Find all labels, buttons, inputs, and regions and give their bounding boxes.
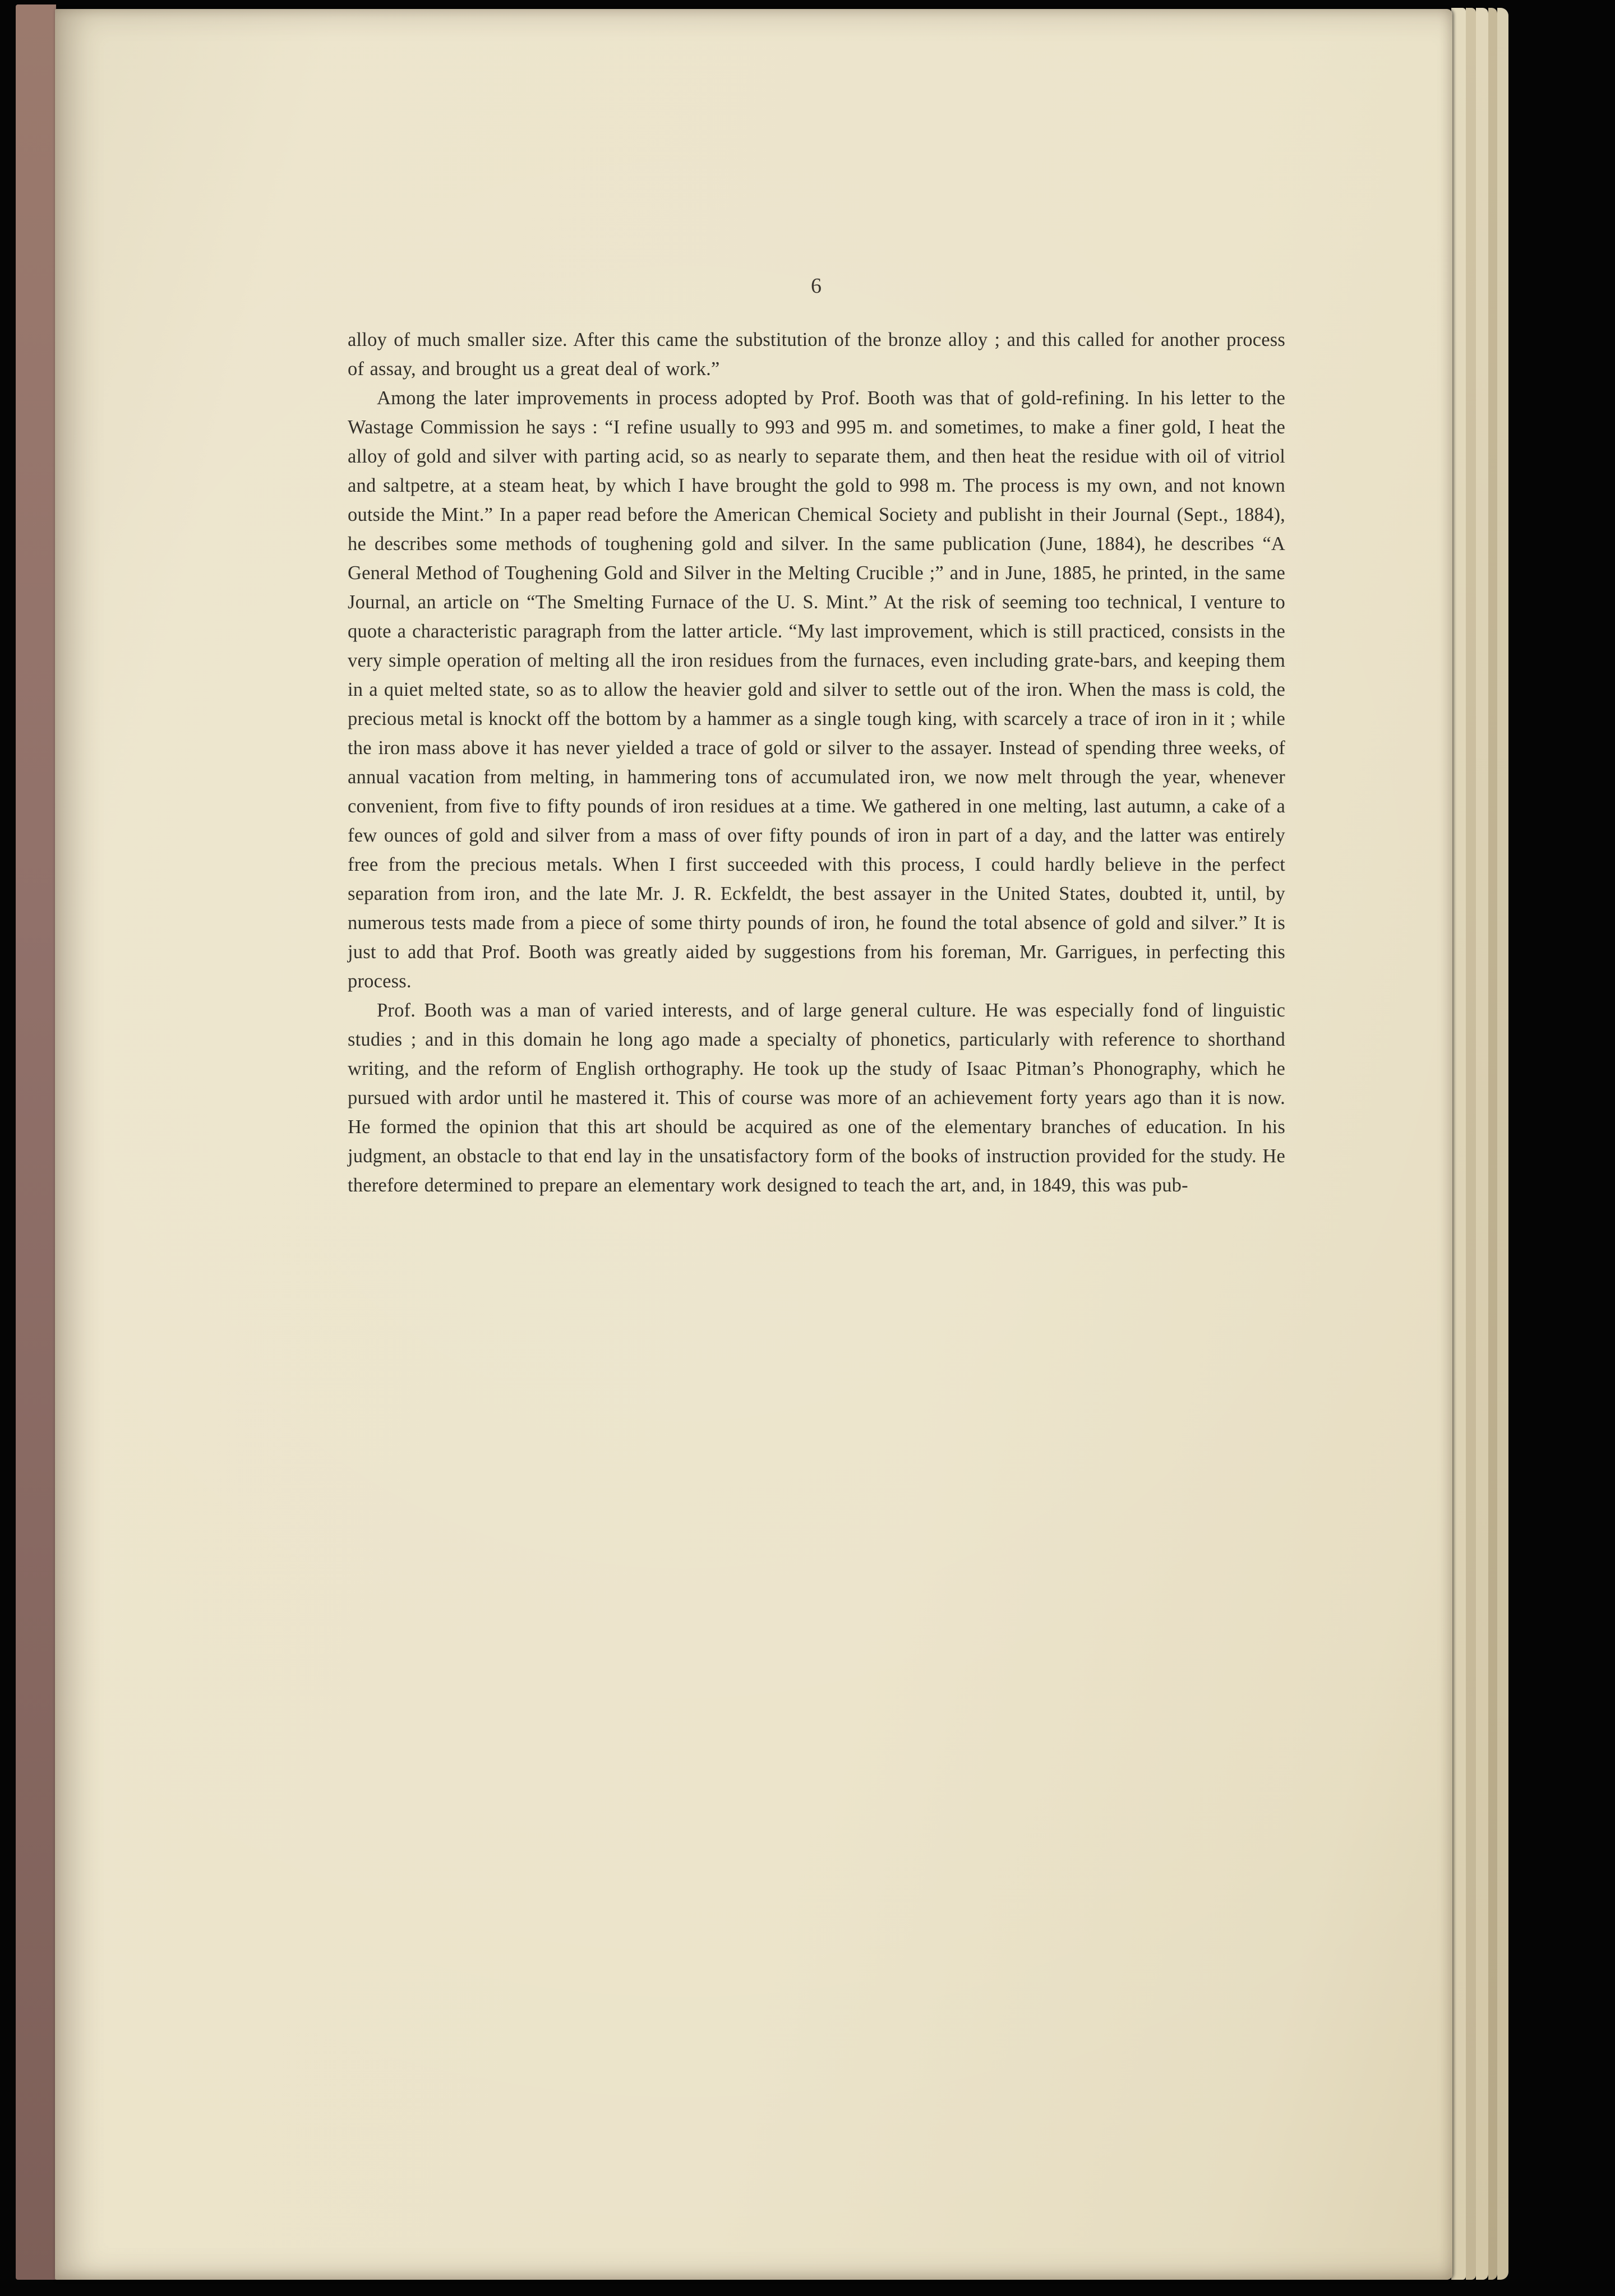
page-text xyxy=(348,325,1285,1200)
book-page-edges xyxy=(1451,8,1519,2280)
page-number: 6 xyxy=(811,274,822,298)
page-edge xyxy=(1476,8,1488,2280)
page-content xyxy=(348,9,1285,1200)
paragraph: Prof. Booth was a man of varied interests, and of large general culture. He was especially fond of linguistic studies ; and in this domain he long ago made a specialty of phonetics, particularly with reference to shorthand writing, and the reform of English orthography. He took up the study of Isaac Pitman’s Phonography, which he pursued with ardor until he mastered it. This of course was more of an achievement forty years ago than it is now. He formed the opinion that this art should be acquired as one of the elementary branches of education. In his judgment, an obstacle to that end lay in the unsatisfactory form of the books of instruction provided for the study. He therefore determined to prepare an elementary work designed to teach the art, and, in 1849, this was pub- xyxy=(348,1000,1285,1196)
book-spine-edge xyxy=(16,4,56,2280)
page-edge xyxy=(1451,8,1466,2280)
paragraph: alloy of much smaller size. After this came the substitution of the bronze alloy ; and this called for another process of assay, and brought us a great deal of work.” xyxy=(348,329,1285,380)
page-edge xyxy=(1466,8,1476,2280)
page-edge xyxy=(1497,8,1508,2280)
scanned-book-page xyxy=(55,9,1452,2280)
page-edge xyxy=(1488,8,1497,2280)
paragraph: Among the later improvements in process adopted by Prof. Booth was that of gold-refining. In his letter to the Wastage Commission he says : “I refine usually to 993 and 995 m. and sometimes, to make a finer gold, I heat the alloy of gold and silver with parting acid, so as nearly to separate them, and then heat the residue with oil of vitriol and saltpetre, at a steam heat, by which I have brought the gold to 998 m. The process is my own, and not known outside the Mint.” In a paper read before the American Chemical Society and publisht in their Journal (Sept., 1884), he describes some methods of toughening gold and silver. In the same publication (June, 1884), he describes “A General Method of Toughening Gold and Silver in the Melting Crucible ;” and in June, 1885, he printed, in the same Journal, an article on “The Smelting Furnace of the U. S. Mint.” At the risk of seeming too technical, I venture to quote a characteristic paragraph from the latter article. “My last improvement, which is still practiced, consists in the very simple operation of melting all the iron residues from the furnaces, even including grate-bars, and keeping them in a quiet melted state, so as to allow the heavier gold and silver to settle out of the iron. When the mass is cold, the precious metal is knockt off the bottom by a hammer as a single tough king, with scarcely a trace of iron in it ; while the iron mass above it has never yielded a trace of gold or silver to the assayer. Instead of spending three weeks, of annual vacation from melting, in hammering tons of accumulated iron, we now melt through the year, whenever convenient, from five to fifty pounds of iron residues at a time. We gathered in one melting, last autumn, a cake of a few ounces of gold and silver from a mass of over fifty pounds of iron in part of a day, and the latter was entirely free from the precious metals. When I first succeeded with this process, I could hardly believe in the perfect separation from iron, and the late Mr. J. R. Eckfeldt, the best assayer in the United States, doubted it, until, by numerous tests made from a piece of some thirty pounds of iron, he found the total absence of gold and silver.” It is just to add that Prof. Booth was greatly aided by suggestions from his foreman, Mr. Garrigues, in perfecting this process. xyxy=(348,387,1285,992)
